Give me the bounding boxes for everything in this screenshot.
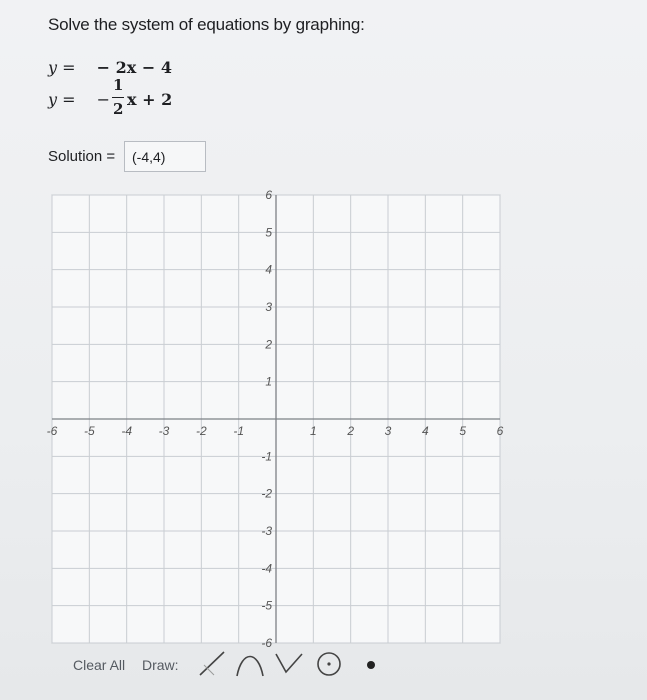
y-tick-label: -6 — [261, 636, 272, 650]
equation-2-equals: = — [62, 90, 76, 109]
x-tick-label: -5 — [83, 424, 95, 438]
equation-2-rest: x + 2 — [127, 90, 173, 109]
absolute-value-tool-icon[interactable] — [272, 648, 306, 680]
x-tick-label: -1 — [233, 424, 245, 438]
y-tick-label: -2 — [261, 486, 272, 501]
fraction-denominator: 2 — [113, 100, 124, 118]
x-tick-label: -4 — [121, 424, 133, 438]
equation-2-lhs: y — [48, 90, 58, 109]
x-tick-label: -6 — [46, 424, 58, 438]
point-tool-icon[interactable] — [360, 654, 382, 676]
parabola-tool-icon[interactable] — [233, 648, 267, 680]
x-tick-label: 4 — [421, 424, 429, 438]
y-tick-label: -1 — [261, 449, 272, 464]
y-tick-label: 1 — [265, 374, 272, 389]
equation-1-equals: = — [62, 58, 76, 77]
equation-1-lhs: y — [48, 58, 58, 77]
draw-label: Draw: — [142, 657, 179, 673]
y-tick-label: 5 — [265, 225, 272, 240]
x-tick-label: 5 — [459, 424, 467, 438]
solution-input[interactable]: (-4,4) — [124, 141, 206, 172]
clear-all-button[interactable]: Clear All — [73, 657, 126, 673]
y-tick-label: 4 — [265, 262, 272, 277]
solution-label: Solution = — [48, 148, 116, 165]
y-tick-label: -4 — [261, 561, 272, 576]
y-tick-label: -5 — [261, 598, 272, 613]
line-tool-icon[interactable] — [195, 648, 231, 680]
equation-1-rhs: − 2x − 4 — [96, 58, 172, 77]
x-tick-label: 2 — [347, 424, 355, 438]
x-tick-label: 6 — [496, 424, 504, 438]
circle-tool-icon[interactable] — [312, 648, 346, 680]
equation-2-sign: − — [96, 90, 111, 109]
problem-prompt: Solve the system of equations by graphing: — [48, 15, 365, 34]
x-tick-label: -2 — [195, 424, 207, 438]
fraction-numerator: 1 — [113, 76, 124, 94]
x-tick-label: 3 — [384, 424, 392, 438]
y-tick-label: 3 — [265, 300, 272, 314]
x-tick-label: 1 — [309, 424, 317, 438]
y-tick-label: -3 — [261, 524, 272, 538]
y-tick-label: 6 — [265, 188, 272, 202]
x-tick-label: -3 — [158, 424, 170, 438]
y-tick-label: 2 — [265, 337, 272, 352]
